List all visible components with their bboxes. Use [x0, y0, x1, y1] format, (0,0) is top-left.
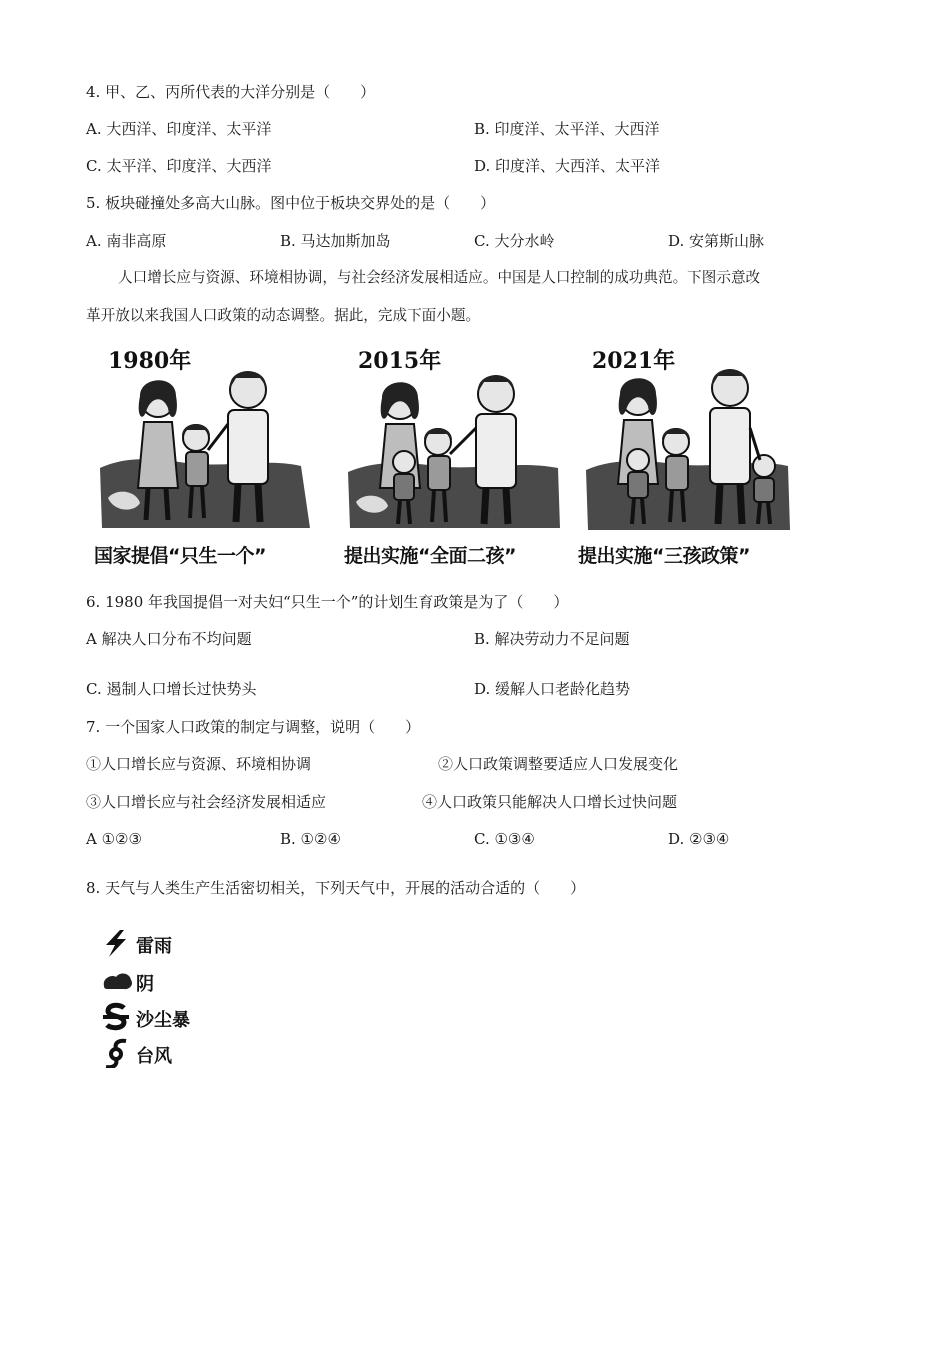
legend-label-thunderstorm: 雷雨	[136, 936, 172, 957]
figure-panel-1980	[96, 338, 328, 568]
passage-line-1: 人口增长应与资源、环境相协调，与社会经济发展相适应。中国是人口控制的成功典范。下图示意改	[118, 269, 761, 286]
passage-line-2: 革开放以来我国人口政策的动态调整。据此，完成下面小题。	[86, 307, 481, 324]
panel-caption-1980: 国家提倡“只生一个”	[94, 545, 266, 567]
question-7-option-b: B. ①②④	[280, 830, 341, 848]
sandstorm-icon	[100, 1002, 132, 1032]
question-4-option-a: A. 大西洋、印度洋、太平洋	[86, 120, 272, 138]
typhoon-icon	[100, 1038, 132, 1068]
panel-caption-2021: 提出实施“三孩政策”	[578, 545, 750, 567]
question-7-option-d: D. ②③④	[668, 830, 730, 848]
panel-year-2015: 2015年	[358, 348, 442, 374]
question-5-option-d: D. 安第斯山脉	[668, 232, 765, 250]
overcast-icon	[100, 966, 134, 996]
legend-label-typhoon: 台风	[136, 1046, 172, 1067]
thunderstorm-icon	[100, 928, 132, 958]
panel-year-2021: 2021年	[592, 348, 676, 374]
question-6-option-c: C. 遏制人口增长过快势头	[86, 680, 257, 698]
question-6-option-d: D. 缓解人口老龄化趋势	[474, 680, 631, 698]
legend-item-typhoon	[100, 1038, 220, 1068]
question-7-option-a: A ①②③	[86, 830, 142, 848]
question-4-option-c: C. 太平洋、印度洋、大西洋	[86, 157, 272, 175]
question-5-option-c: C. 大分水岭	[474, 232, 555, 250]
legend-item-sandstorm	[100, 1002, 220, 1032]
question-5-option-a: A. 南非高原	[86, 232, 167, 250]
question-6-stem: 6. 1980 年我国提倡一对夫妇“只生一个”的计划生育政策是为了（ ）	[86, 593, 569, 611]
question-7-statement-4: ④人口政策只能解决人口增长过快问题	[422, 793, 678, 811]
question-7-statement-3: ③人口增长应与社会经济发展相适应	[86, 793, 327, 811]
question-6-option-b: B. 解决劳动力不足问题	[474, 630, 630, 648]
question-4-option-b: B. 印度洋、太平洋、大西洋	[474, 120, 660, 138]
legend-label-overcast: 阴	[136, 974, 154, 995]
question-7-stem: 7. 一个国家人口政策的制定与调整，说明（ ）	[86, 718, 421, 736]
legend-label-sandstorm: 沙尘暴	[136, 1010, 190, 1031]
question-5-stem: 5. 板块碰撞处多高大山脉。图中位于板块交界处的是（ ）	[86, 194, 496, 212]
panel-year-1980: 1980年	[108, 348, 192, 374]
question-7-option-c: C. ①③④	[474, 830, 535, 848]
question-6-option-a: A 解决人口分布不均问题	[86, 630, 252, 648]
question-7-statement-2: ②人口政策调整要适应人口发展变化	[438, 755, 679, 773]
question-5-option-b: B. 马达加斯加岛	[280, 232, 391, 250]
question-8-stem: 8. 天气与人类生产生活密切相关，下列天气中，开展的活动合适的（ ）	[86, 879, 586, 897]
panel-caption-2015: 提出实施“全面二孩”	[344, 545, 516, 567]
figure-panel-2015	[346, 338, 578, 568]
figure-panel-2021	[580, 338, 812, 568]
question-4-stem: 4. 甲、乙、丙所代表的大洋分别是（ ）	[86, 83, 376, 101]
legend-item-overcast	[100, 966, 220, 996]
legend-item-thunderstorm	[100, 928, 220, 958]
question-7-statement-1: ①人口增长应与资源、环境相协调	[86, 755, 312, 773]
question-4-option-d: D. 印度洋、大西洋、太平洋	[474, 157, 661, 175]
